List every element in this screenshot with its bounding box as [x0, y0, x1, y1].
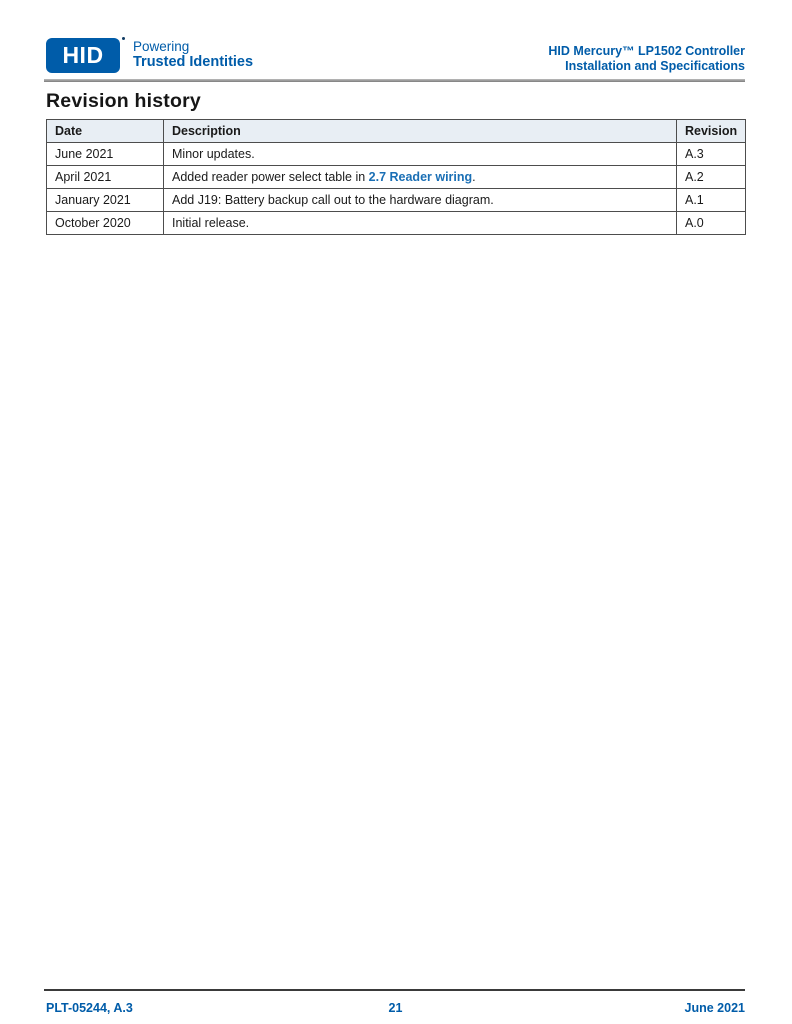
page-title: Revision history — [46, 90, 201, 112]
description-cell: Add J19: Battery backup call out to the hardware diagram. — [164, 189, 677, 212]
description-text: . — [472, 170, 476, 184]
description-cell: Minor updates. — [164, 143, 677, 166]
revision-cell: A.3 — [677, 143, 746, 166]
date-cell: January 2021 — [47, 189, 164, 212]
column-header-description: Description — [164, 120, 677, 143]
trademark-dot-icon — [122, 37, 125, 40]
revision-cell: A.0 — [677, 212, 746, 235]
table-row — [47, 212, 746, 235]
description-cell: Initial release. — [164, 212, 677, 235]
hid-logo — [46, 38, 120, 73]
page-footer — [46, 1001, 745, 1015]
table-row — [47, 189, 746, 212]
document-title-line1: HID Mercury™ LP1502 Controller — [548, 44, 745, 58]
date-cell: October 2020 — [47, 212, 164, 235]
document-title — [548, 44, 745, 74]
tagline-trusted-identities: Trusted Identities — [133, 54, 254, 70]
column-header-date: Date — [47, 120, 164, 143]
description-text: Added reader power select table in — [172, 170, 369, 184]
revision-cell: A.1 — [677, 189, 746, 212]
footer-page-number: 21 — [388, 1001, 403, 1015]
description-cell — [164, 166, 677, 189]
revision-history-table — [46, 119, 746, 235]
table-header-row — [47, 120, 746, 143]
footer-divider — [44, 989, 745, 991]
footer-date: June 2021 — [684, 1001, 745, 1015]
hid-logo-text: HID — [62, 42, 104, 68]
date-cell: April 2021 — [47, 166, 164, 189]
revision-cell: A.2 — [677, 166, 746, 189]
tagline-powering: Powering — [133, 39, 190, 54]
reader-wiring-link[interactable]: 2.7 Reader wiring — [368, 170, 473, 184]
date-cell: June 2021 — [47, 143, 164, 166]
footer-document-number: PLT-05244, A.3 — [46, 1001, 133, 1015]
table-row — [47, 166, 746, 189]
table-row — [47, 143, 746, 166]
column-header-revision: Revision — [677, 120, 746, 143]
header-divider — [44, 79, 745, 82]
document-title-line2: Installation and Specifications — [565, 59, 745, 73]
brand-tagline — [133, 39, 253, 71]
page-header — [0, 0, 792, 84]
